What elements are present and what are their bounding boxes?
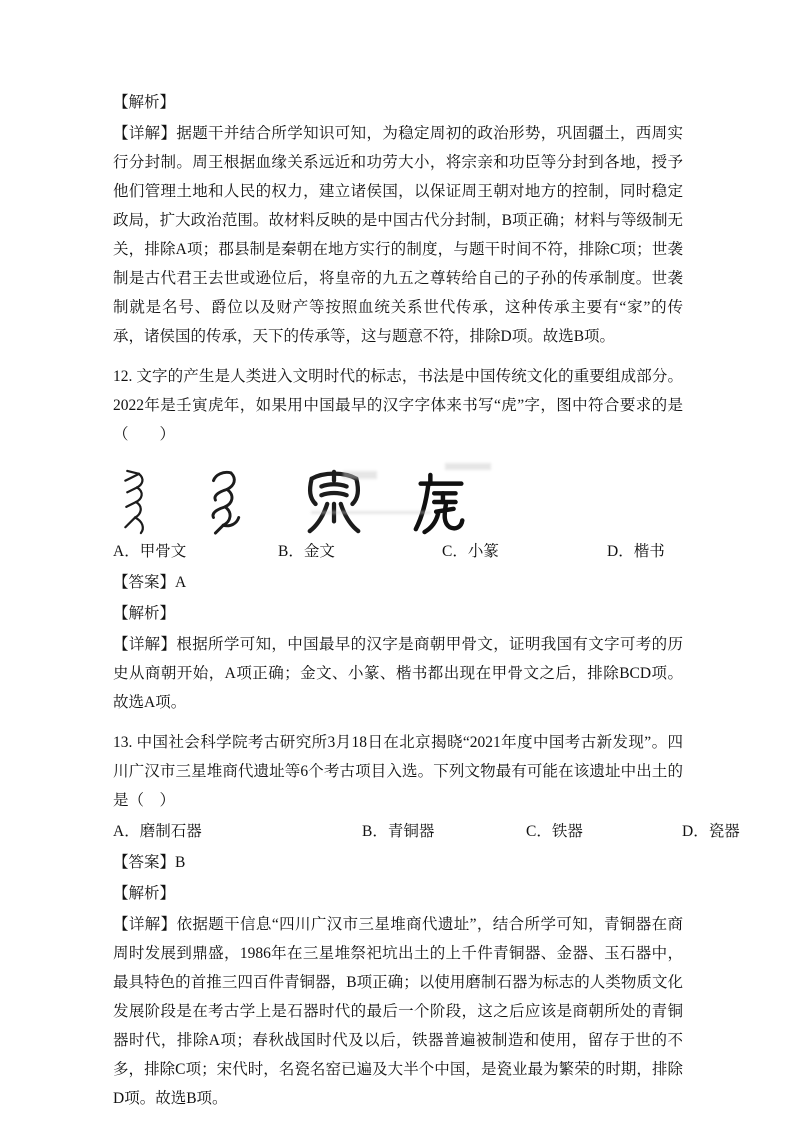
q11-analysis-label: 【解析】 xyxy=(113,94,176,111)
scan-smudge xyxy=(445,463,491,470)
option-12-c: C．小篆 xyxy=(442,543,499,560)
q13-analysis-label: 【解析】 xyxy=(113,885,176,902)
question-13-text: 13. 中国社会科学院考古研究所3月18日在北京揭晓“2021年度中国考古新发现”。四川广汉市三星堆商代遗址等6个考古项目入选。下列文物最有可能在该遗址中出土的是（ ） xyxy=(113,734,683,809)
page-content xyxy=(113,86,740,1115)
option-13-d: D．瓷器 xyxy=(682,823,740,840)
question-12-options xyxy=(113,537,683,566)
question-13-options xyxy=(113,817,740,846)
option-12-d: D．楷书 xyxy=(607,543,665,560)
bronze-inscription-tiger-glyph-icon xyxy=(201,469,257,535)
option-13-a: A．磨制石器 xyxy=(113,823,202,840)
q12-analysis-label: 【解析】 xyxy=(113,605,176,622)
q12-answer-line: 【答案】A xyxy=(113,574,187,591)
q13-detail-paragraph: 【详解】依据题干信息“四川广汉市三星堆商代遗址”，结合所学可知，青铜器在商周时发展到鼎盛，1986年在三星堆祭祀坑出土的上千件青铜器、金器、玉石器中，最具特色的首推三四百件青铜器，B项正确；以使用磨制石器为标志的人类物质文化发展阶段是在考古学上是石器时代的最后一个阶段，这之后应该是商朝所处的青铜器时代，排除A项；春秋战国时代及以后，铁器普遍被制造和使用，留存于世的不多，排除C项；宋代时，名瓷名窑已遍及大半个中国，是瓷业最为繁荣的时期，排除D项。故选B项。 xyxy=(113,916,683,1107)
option-13-b: B．青铜器 xyxy=(362,823,435,840)
q11-detail-paragraph: 【详解】据题干并结合所学知识可知，为稳定周初的政治形势，巩固疆土，西周实行分封制。周王根据血缘关系远近和功劳大小，将宗亲和功臣等分封到各地，授予他们管理土地和人民的权力，建立诸侯国，以保证周王朝对地方的控制，同时稳定政局，扩大政治范围。故材料反映的是中国古代分封制，B项正确；材料与等级制无关，排除A项；郡县制是秦朝在地方实行的制度，与题干时间不符，排除C项；世袭制是古代君王去世或逊位后，将皇帝的九五之尊转给自己的子孙的传承制度。世袭制就是名号、爵位以及财产等按照血统关系世代传承，这种传承主要有“家”的传承，诸侯国的传承，天下的传承等，这与题意不符，排除D项。故选B项。 xyxy=(113,125,683,345)
option-13-c: C．铁器 xyxy=(526,823,583,840)
regular-script-tiger-glyph-icon xyxy=(411,471,471,535)
tiger-script-samples-figure xyxy=(115,453,683,535)
small-seal-tiger-glyph-icon xyxy=(299,469,369,535)
option-12-a: A．甲骨文 xyxy=(113,543,187,560)
question-12-text: 12. 文字的产生是人类进入文明时代的标志，书法是中国传统文化的重要组成部分。2022年是壬寅虎年，如果用中国最早的汉字字体来书写“虎”字，图中符合要求的是（ ） xyxy=(113,368,683,443)
oracle-bone-tiger-glyph-icon xyxy=(115,469,159,535)
q12-detail-paragraph: 【详解】根据所学可知，中国最早的汉字是商朝甲骨文，证明我国有文字可考的历史从商朝开始，A项正确；金文、小篆、楷书都出现在甲骨文之后，排除BCD项。故选A项。 xyxy=(113,636,683,711)
option-12-b: B．金文 xyxy=(278,543,335,560)
q13-answer-line: 【答案】B xyxy=(113,854,186,871)
